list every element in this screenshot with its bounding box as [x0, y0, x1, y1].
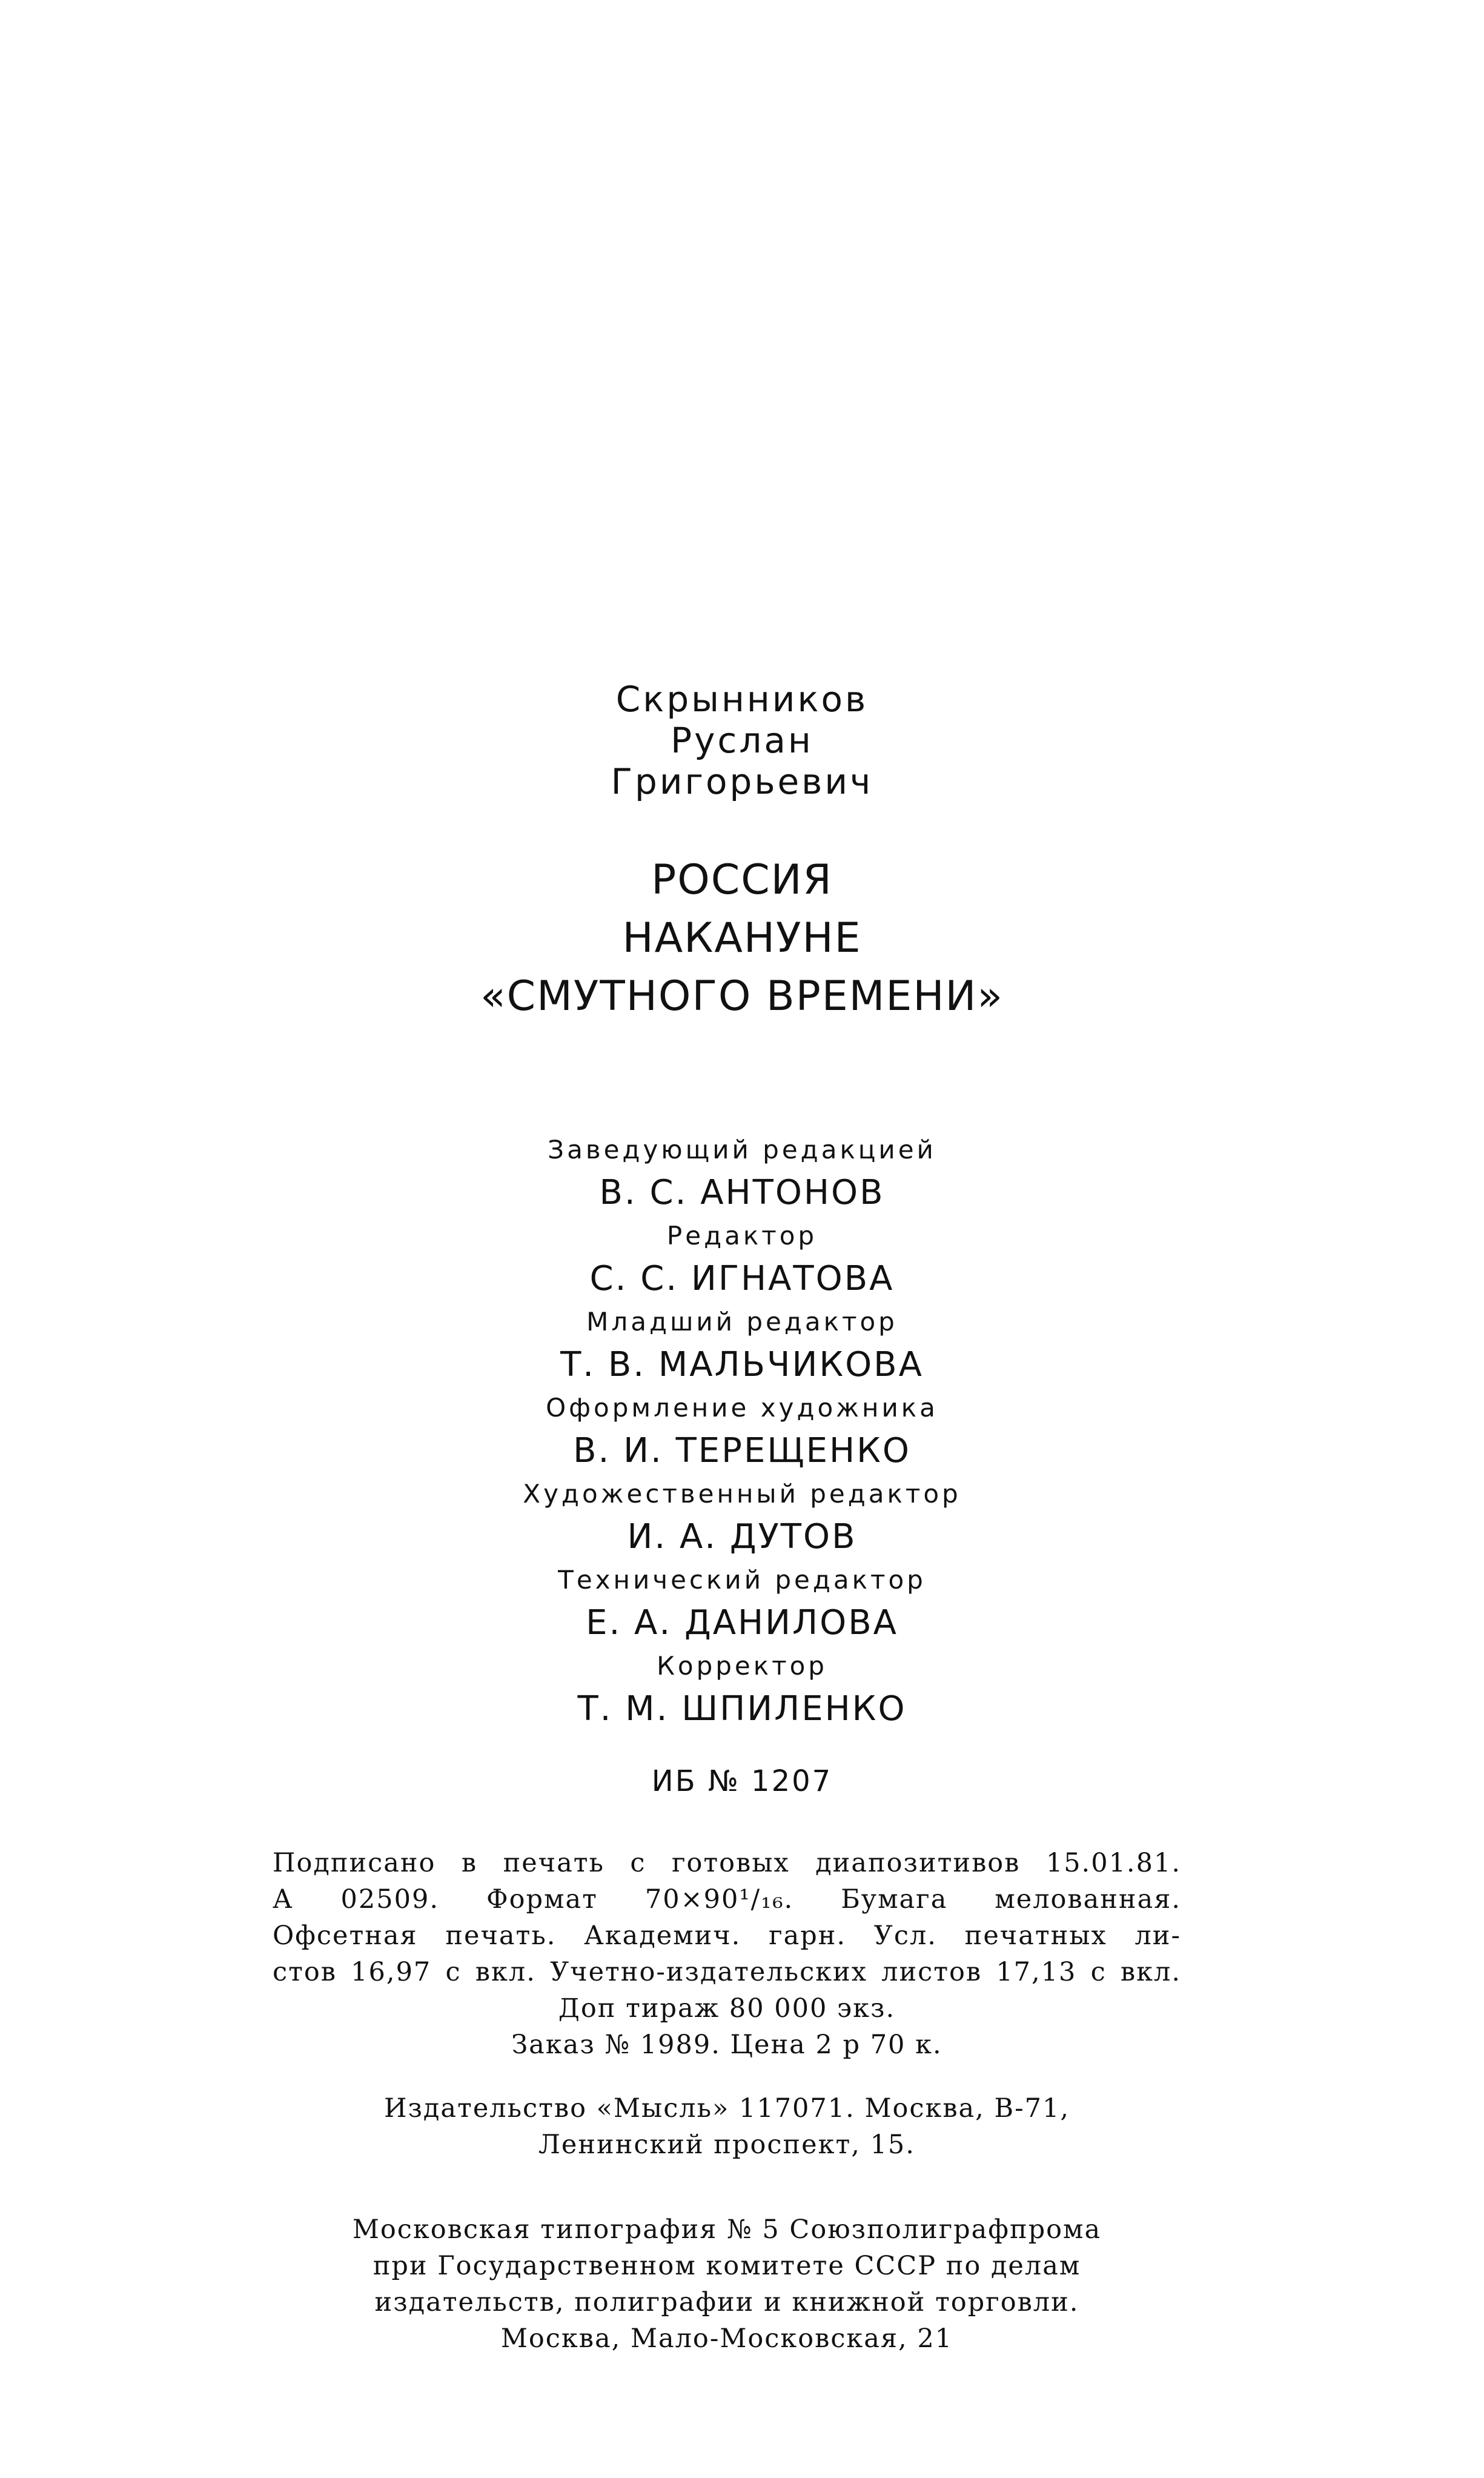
print-details-line: Офсетная печать. Академич. гарн. Усл. печатных ли- — [273, 1921, 1181, 1951]
print-details — [273, 1845, 1181, 2063]
credit-person: С. С. ИГНАТОВА — [589, 1259, 895, 1298]
editorial-credits — [0, 1133, 1484, 1735]
credit-role: Корректор — [657, 1651, 827, 1681]
book-title — [0, 851, 1484, 1026]
credit-role: Редактор — [666, 1221, 818, 1251]
publisher-line: Издательство «Мысль» 117071. Москва, В-71, — [383, 2093, 1070, 2124]
credit-role: Технический редактор — [558, 1565, 926, 1595]
print-details-line: стов 16,97 с вкл. Учетно-издательских листов 17,13 с вкл. — [273, 1957, 1181, 1987]
printer-line: издательств, полиграфии и книжной торговли. — [374, 2287, 1079, 2317]
author-first-name: Руслан — [671, 720, 813, 761]
credit-role: Заведующий редакцией — [548, 1135, 936, 1164]
title-line-3: «СМУТНОГО ВРЕМЕНИ» — [480, 972, 1004, 1020]
credit-editor — [0, 1219, 1484, 1305]
credit-technical-editor — [0, 1563, 1484, 1649]
credit-artist — [0, 1391, 1484, 1477]
credit-role: Младший редактор — [586, 1307, 898, 1337]
printer-details — [273, 2211, 1181, 2357]
credit-proofreader — [0, 1649, 1484, 1735]
title-line-1: РОССИЯ — [651, 856, 833, 904]
author-name — [0, 679, 1484, 802]
print-details-line: Подписано в печать с готовых диапозитивов 15.01.81. — [273, 1848, 1181, 1878]
print-details-line: А 02509. Формат 70×90¹/₁₆. Бумага мелованная. — [273, 1884, 1181, 1915]
printer-line: при Государственном комитете СССР по делам — [373, 2251, 1081, 2281]
publisher-line: Ленинский проспект, 15. — [538, 2130, 915, 2160]
credit-role: Оформление художника — [546, 1393, 938, 1423]
credit-person: В. И. ТЕРЕЩЕНКО — [573, 1431, 911, 1470]
credit-person: Т. В. МАЛЬЧИКОВА — [560, 1345, 924, 1384]
printer-line: Московская типография № 5 Союзполиграфпрома — [352, 2214, 1102, 2245]
print-details-line: Доп тираж 80 000 экз. — [558, 1993, 896, 2024]
credit-head-of-editorial — [0, 1133, 1484, 1219]
credit-art-editor — [0, 1477, 1484, 1563]
credit-person: И. А. ДУТОВ — [627, 1517, 857, 1556]
credit-person: Е. А. ДАНИЛОВА — [586, 1603, 898, 1643]
author-surname: Скрынников — [615, 679, 869, 720]
printer-line: Москва, Мало-Московская, 21 — [500, 2324, 953, 2354]
title-line-2: НАКАНУНЕ — [622, 914, 862, 962]
print-details-line: Заказ № 1989. Цена 2 р 70 к. — [511, 2030, 942, 2060]
credit-person: Т. М. ШПИЛЕНКО — [577, 1689, 907, 1729]
publisher-details — [273, 2090, 1181, 2163]
author-patronymic: Григорьевич — [611, 761, 873, 802]
credit-junior-editor — [0, 1305, 1484, 1391]
credit-role: Художественный редактор — [523, 1479, 961, 1509]
credit-person: В. С. АНТОНОВ — [599, 1173, 885, 1212]
ib-number: ИБ № 1207 — [651, 1764, 833, 1798]
